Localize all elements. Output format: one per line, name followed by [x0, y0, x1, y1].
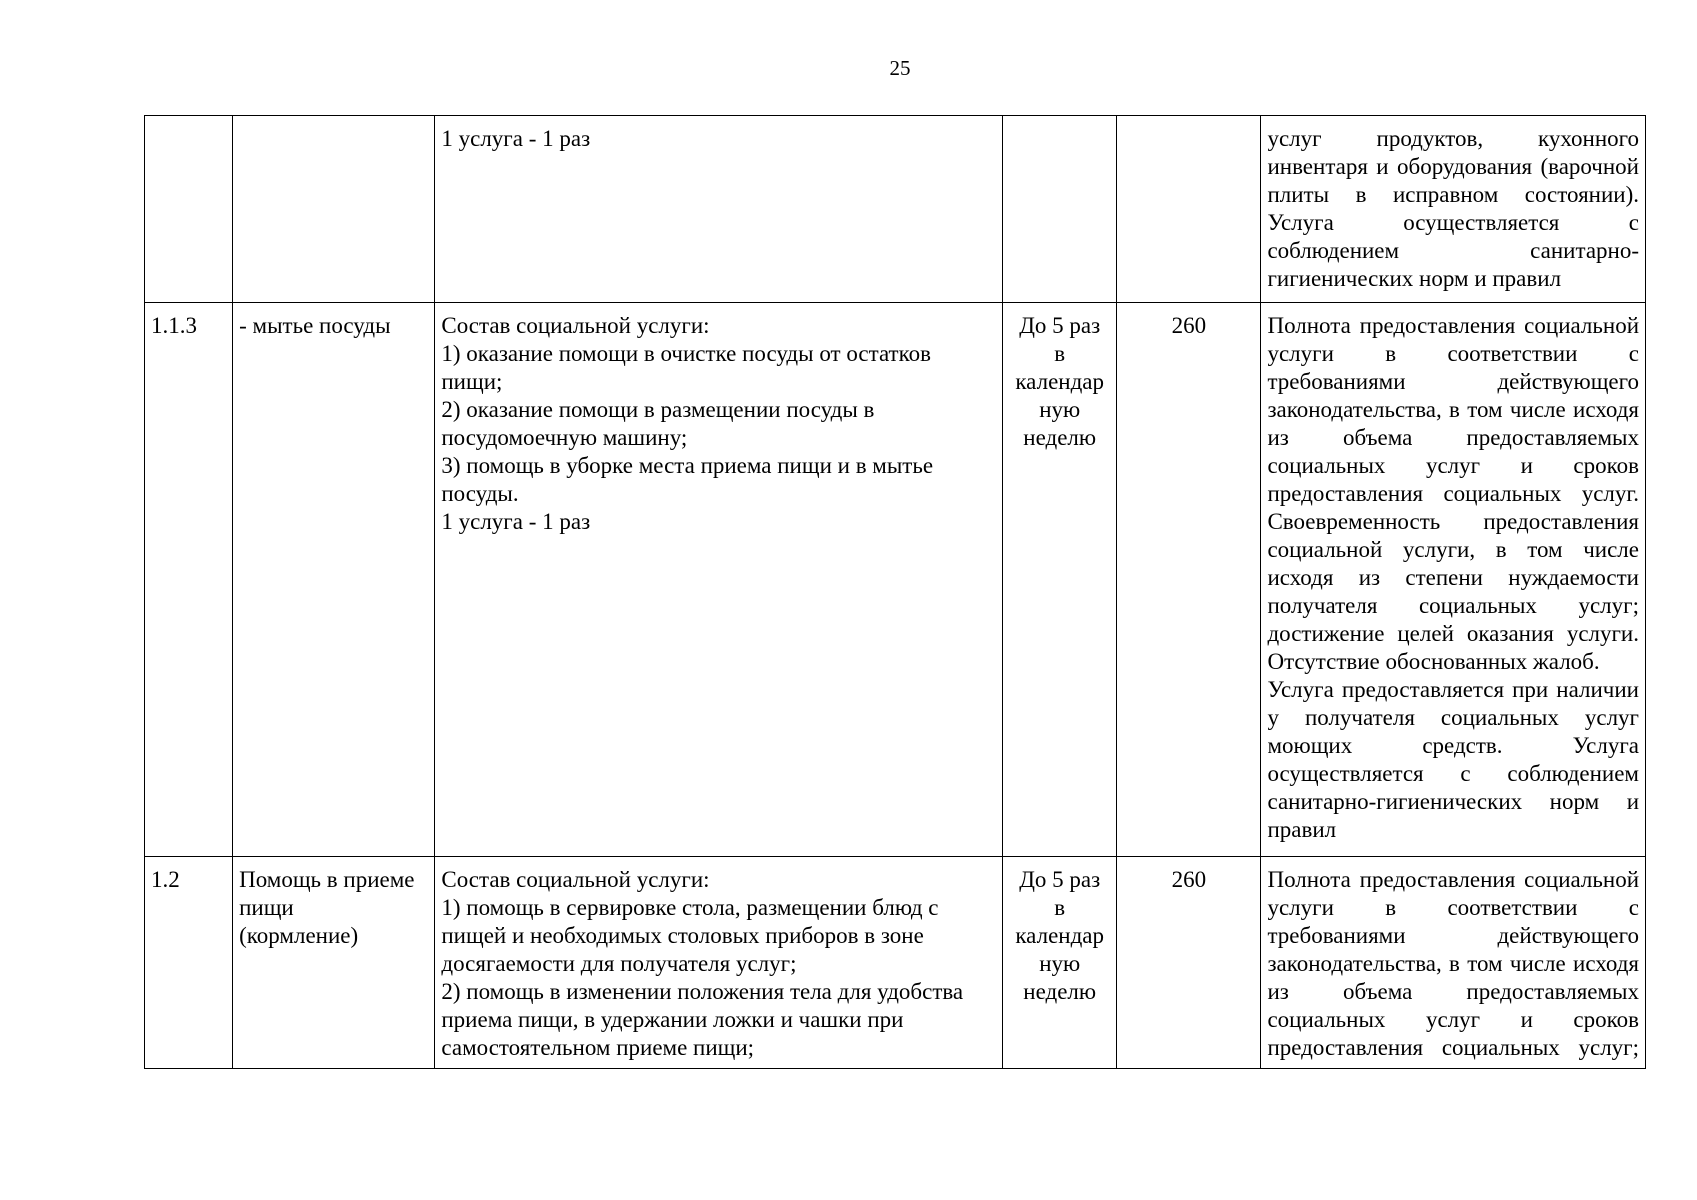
description-line: 2) оказание помощи в размещении посуды в посудомоечную машину; [441, 397, 875, 450]
frequency-line: календар [1015, 923, 1105, 948]
table-row [145, 857, 1646, 1069]
frequency-line: ную [1039, 951, 1081, 976]
table-row [145, 303, 1646, 857]
frequency-line: До 5 раз [1019, 313, 1101, 338]
description-line: Состав социальной услуги: [441, 867, 710, 892]
service-name-cell [233, 857, 435, 1069]
frequency-line: в [1054, 341, 1066, 366]
service-price-cell: 260 [1117, 857, 1261, 1069]
service-description-cell [435, 303, 1003, 857]
service-name-cell [233, 116, 435, 303]
service-frequency-cell [1003, 857, 1117, 1069]
frequency-line: неделю [1023, 979, 1097, 1004]
service-description-cell [435, 116, 1003, 303]
service-quality-cell [1261, 116, 1646, 303]
description-line: 1) помощь в сервировке стола, размещении блюд с пищей и необходимых столовых приборов в зоне досягаемости для получателя услуг; [441, 895, 939, 976]
description-line: 1 услуга - 1 раз [441, 126, 591, 151]
service-number-cell: 1.2 [145, 857, 233, 1069]
table-row [145, 116, 1646, 303]
quality-paragraph: Полнота предоставления социальной услуги в соответствии с требованиями действующего законодательства, в том числе исходя из объема предоставляемых социальных услуг и сроков предоставления социальных услуг; [1267, 867, 1639, 1060]
frequency-line: календар [1015, 369, 1105, 394]
quality-paragraph: Услуга предоставляется при наличии у получателя социальных услуг моющих средств. Услуга осуществляется с соблюдением санитарно-гигиенических норм и правил [1267, 677, 1639, 842]
service-quality-cell [1261, 857, 1646, 1069]
frequency-line: неделю [1023, 425, 1097, 450]
service-price-cell [1117, 116, 1261, 303]
description-line: 1) оказание помощи в очистке посуды от остатков пищи; [441, 341, 931, 394]
service-name-line: Помощь в приеме пищи [239, 867, 415, 920]
description-line: 3) помощь в уборке места приема пищи и в мытье посуды. [441, 453, 934, 506]
service-name-line: (кормление) [239, 923, 359, 948]
quality-paragraph: Полнота предоставления социальной услуги в соответствии с требованиями действующего законодательства, в том числе исходя из объема предоставляемых социальных услуг и сроков предоставления социальных услуг. Своевременность предоставления социальной услуги, в том числе исходя из степени нуждаемости получателя социальных услуг; достижение целей оказания услуги. Отсутствие обоснованных жалоб. [1267, 313, 1639, 674]
service-name-cell [233, 303, 435, 857]
service-frequency-cell [1003, 303, 1117, 857]
service-number-cell: 1.1.3 [145, 303, 233, 857]
services-table [144, 115, 1646, 1069]
service-name-line: - мытье посуды [239, 313, 391, 338]
frequency-line: ную [1039, 397, 1081, 422]
page-number: 25 [889, 56, 911, 80]
service-description-cell [435, 857, 1003, 1069]
description-line: 2) помощь в изменении положения тела для удобства приема пищи, в удержании ложки и чашки при самостоятельном приеме пищи; [441, 979, 964, 1060]
description-line: 1 услуга - 1 раз [441, 509, 591, 534]
description-line: Состав социальной услуги: [441, 313, 710, 338]
service-price-cell: 260 [1117, 303, 1261, 857]
service-number-cell [145, 116, 233, 303]
frequency-line: До 5 раз [1019, 867, 1101, 892]
quality-paragraph: услуг продуктов, кухонного инвентаря и оборудования (варочной плиты в исправном состоянии). Услуга осуществляется с соблюдением санитарно-гигиенических норм и правил [1267, 126, 1639, 291]
service-quality-cell [1261, 303, 1646, 857]
service-frequency-cell [1003, 116, 1117, 303]
frequency-line: в [1054, 895, 1066, 920]
